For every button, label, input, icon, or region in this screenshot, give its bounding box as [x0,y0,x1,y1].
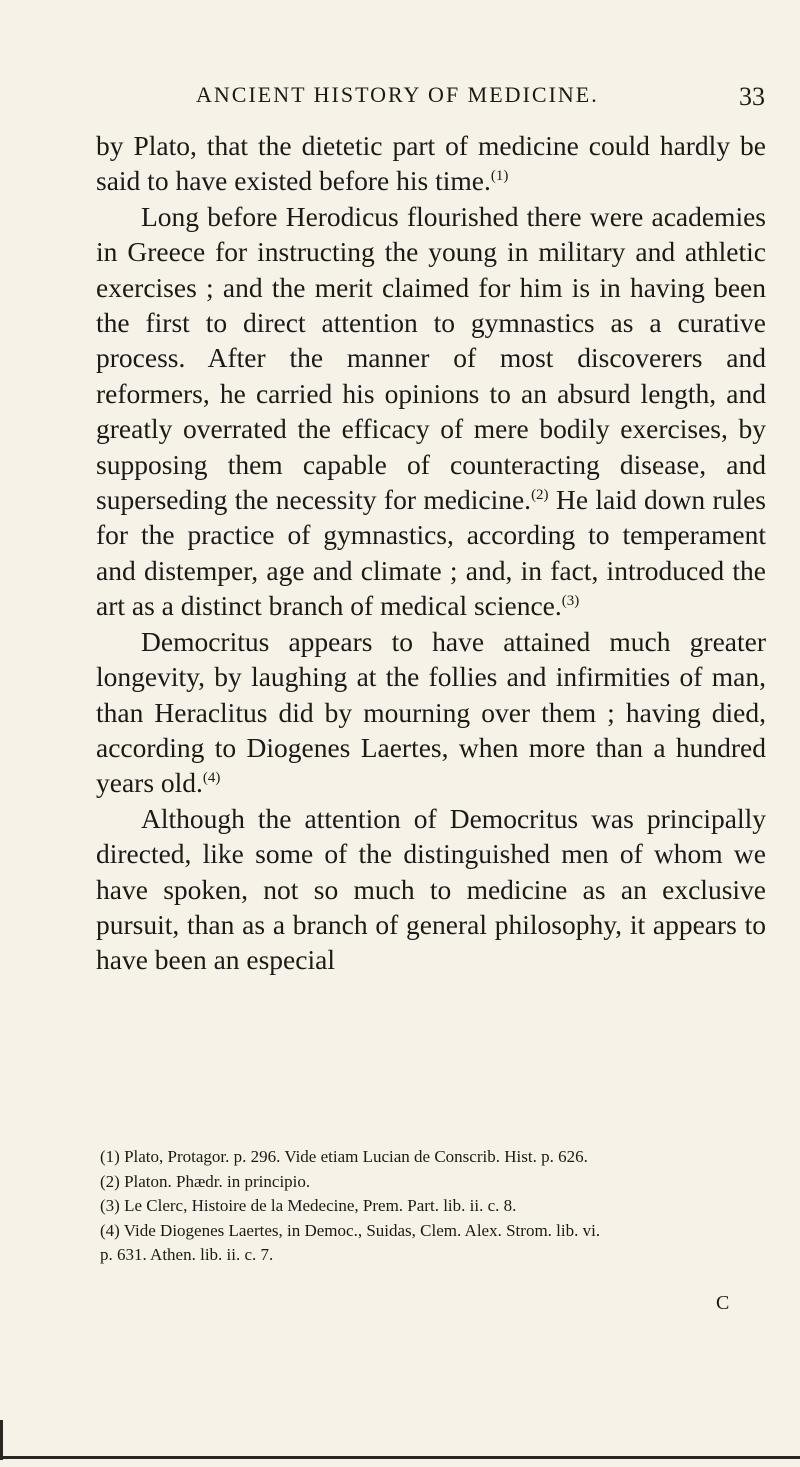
paragraph-3 [96,624,766,801]
paragraph-text: Democritus appears to have attained much greater longevity, by laughing at the follies and infirmities of man, than Heraclitus did by mourning over them ; having died, according to Diogenes Laertes, when more than a hundred years old. [96,625,766,799]
paragraph-text: Although the attention of Democritus was principally directed, like some of the distinguished men of whom we have spoken, not so much to medicine as an exclusive pursuit, than as a branch of general philosophy, it appears to have been an especial [96,802,766,976]
paragraph-4 [96,801,766,978]
page-bottom-edge [0,1456,800,1459]
footnote-ref: (1) [490,168,509,185]
footnote-ref: (4) [202,770,221,787]
paragraph-text-continued: He laid down rules for the practice of gymnastics, according to temperament and distemper, age and climate ; and, in fact, introduced the art as a distinct branch of medical science. [96,484,766,622]
signature-mark: C [716,1292,730,1314]
paragraph-2 [96,199,766,624]
footnote-ref: (3) [561,593,580,610]
page-edge [0,1420,3,1460]
footnote-4-continued: p. 631. Athen. lib. ii. c. 7. [100,1245,274,1264]
running-title: ANCIENT HISTORY OF MEDICINE. [196,82,599,107]
body-text [96,128,766,978]
paragraph-text: Long before Herodicus flourished there were academies in Greece for instructing the young in military and athletic exercises ; and the merit claimed for him is in having been the first to direct attention to gymnastics as a curative process. After the manner of most discoverers and reformers, he carried his opinions to an absurd length, and greatly overrated the efficacy of mere bodily exercises, by supposing them capable of counteracting disease, and superseding the necessity for medicine. [96,200,766,516]
footnote-3: (3) Le Clerc, Histoire de la Medecine, Prem. Part. lib. ii. c. 8. [100,1196,517,1215]
footnote-ref: (2) [531,487,549,504]
paragraph-1 [96,128,766,199]
page-number: 33 [739,82,765,111]
footnote-2: (2) Platon. Phædr. in principio. [100,1171,311,1191]
footnotes [100,1145,768,1268]
footnote-4: (4) Vide Diogenes Laertes, in Democ., Suidas, Clem. Alex. Strom. lib. vi. [100,1220,601,1240]
footnote-1: (1) Plato, Protagor. p. 296. Vide etiam Lucian de Conscrib. Hist. p. 626. [100,1147,588,1166]
paragraph-text: by Plato, that the dietetic part of medicine could hardly be said to have existed before his time. [96,130,766,197]
